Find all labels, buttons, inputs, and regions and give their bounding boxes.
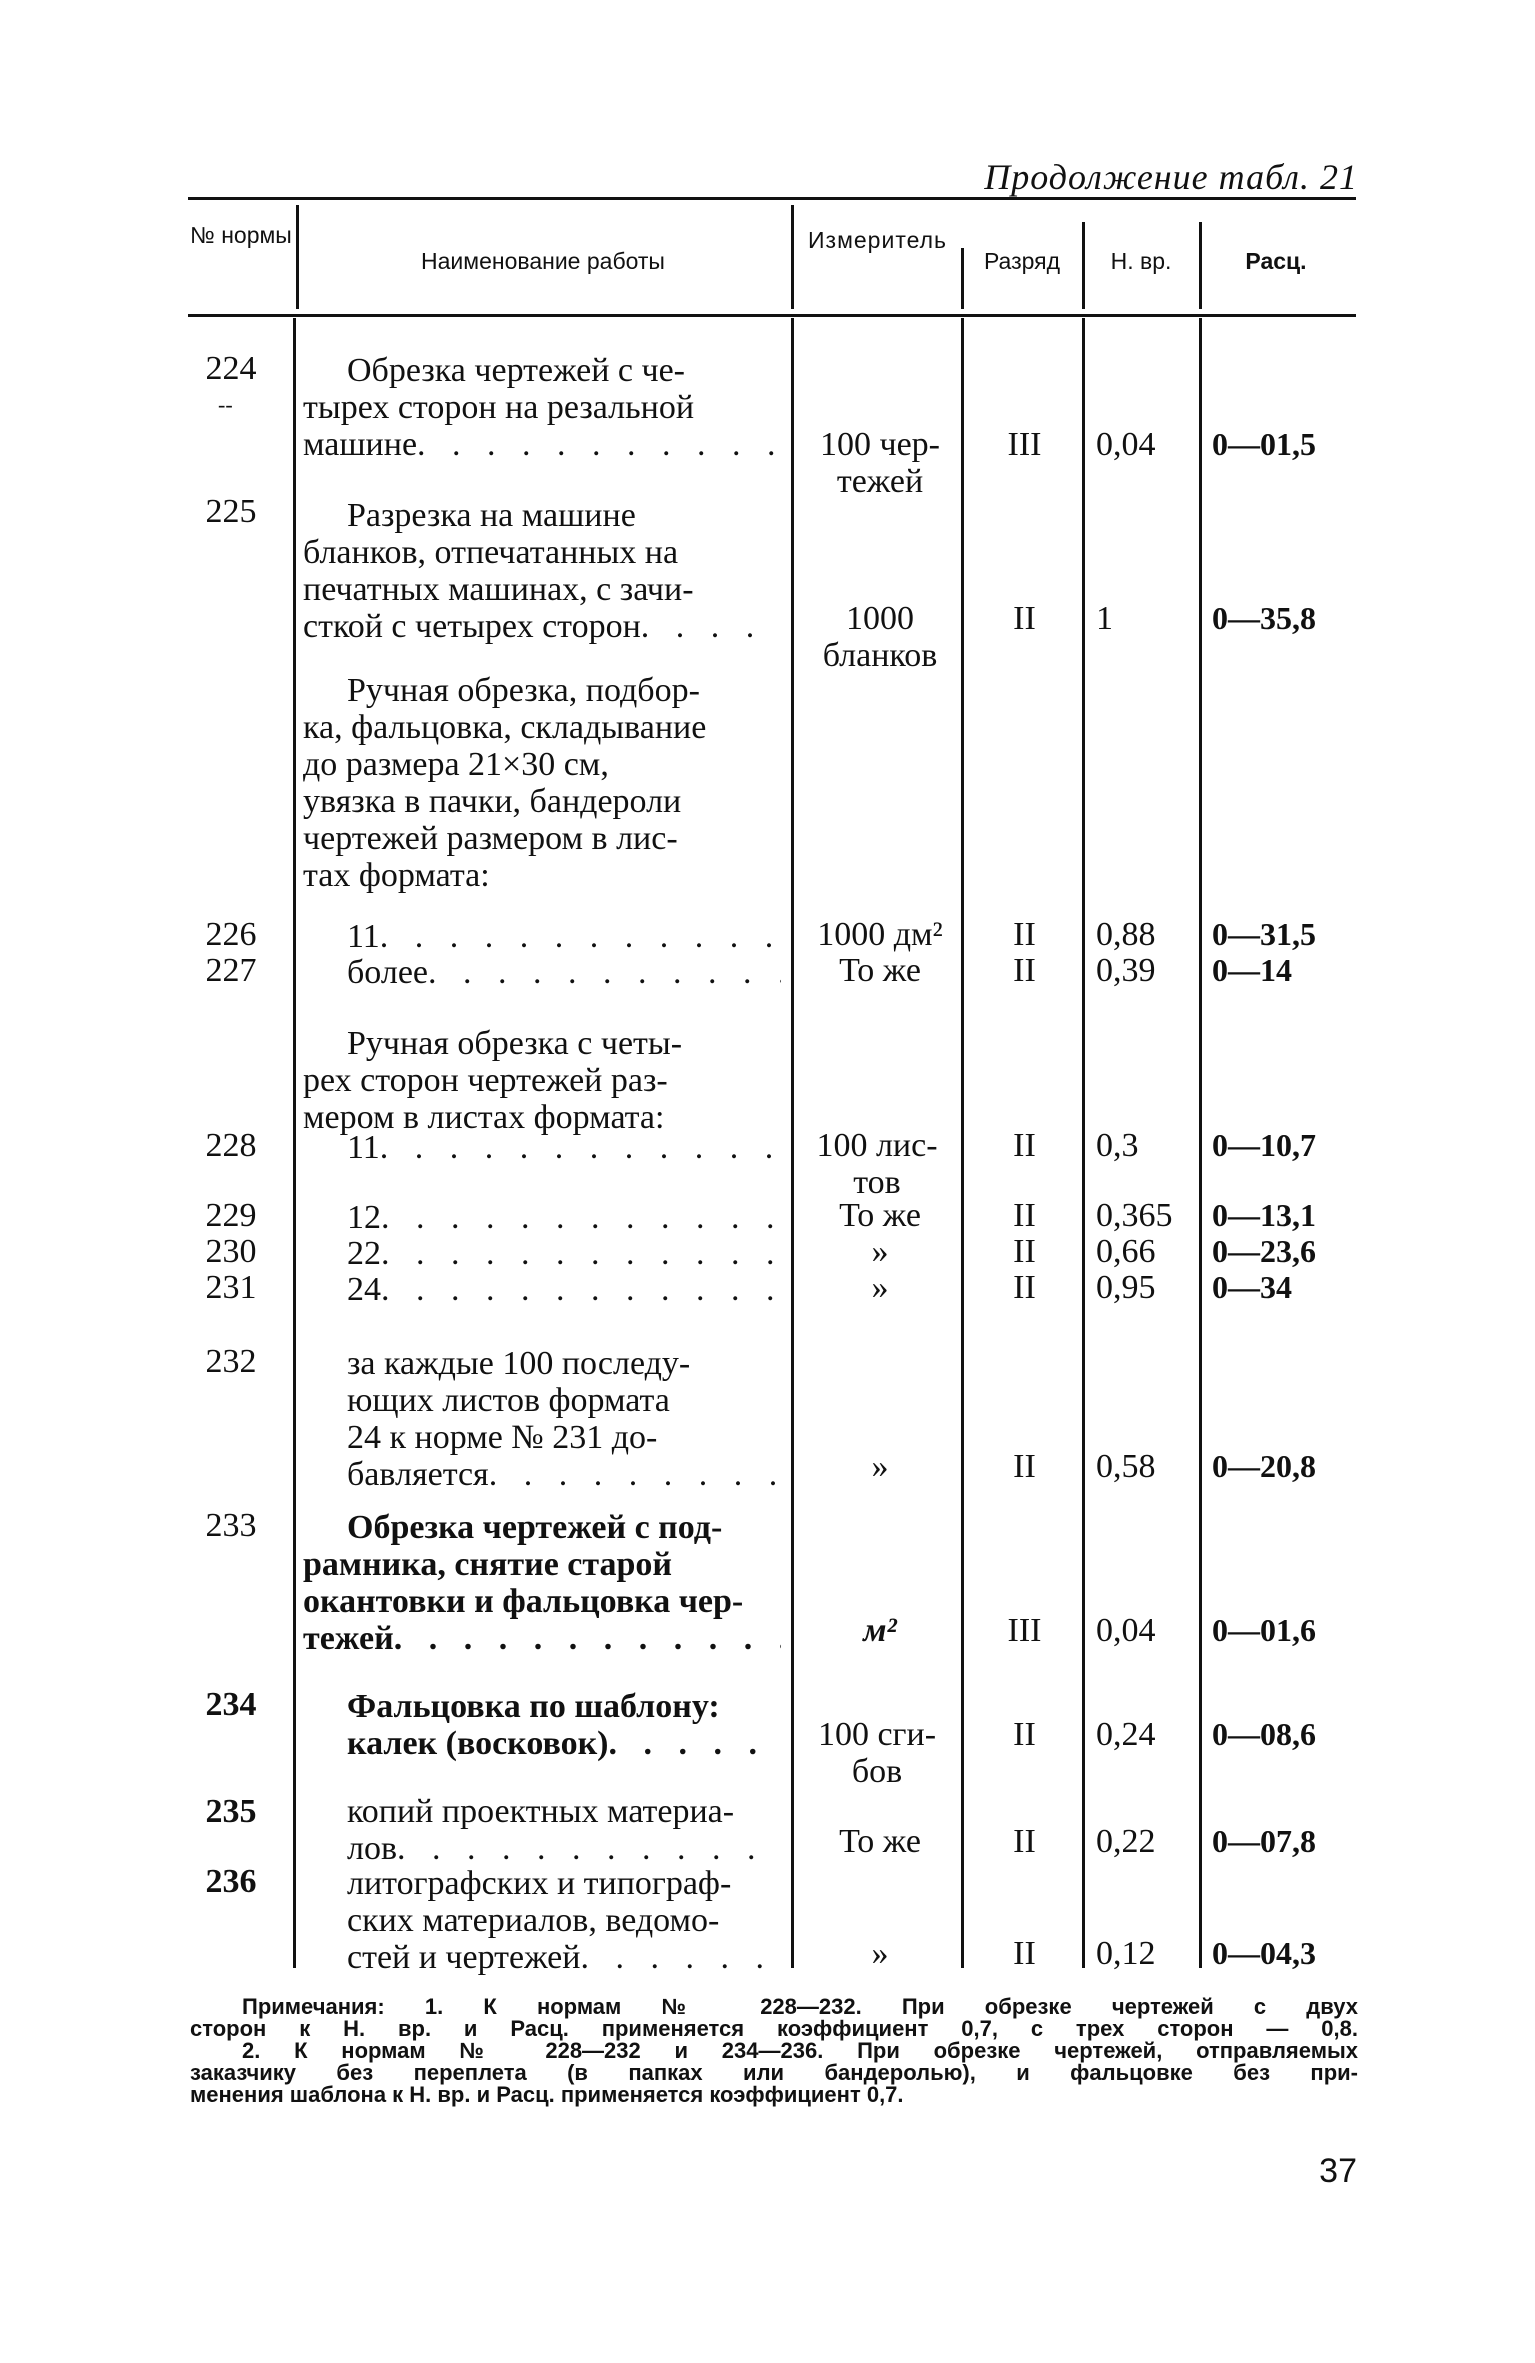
header-time: Н. вр. [1110, 248, 1172, 274]
rank-value: II [1013, 1197, 1036, 1234]
rate-value: 0—13,1 [1212, 1197, 1316, 1233]
rate-value: 0—01,6 [1212, 1612, 1316, 1648]
table-top-rule [188, 197, 1356, 200]
time-value: 1 [1096, 600, 1113, 637]
rate-value: 0—34 [1212, 1269, 1292, 1305]
norm-number: 233 [205, 1507, 257, 1544]
meter-value: То же [839, 1823, 921, 1860]
body-divider [961, 318, 964, 1968]
norm-number: 234 [205, 1686, 257, 1723]
meter-value: 1000 дм² [817, 916, 943, 953]
rank-value: II [1013, 1269, 1036, 1306]
note-line: сторон к Н. вр. и Расц. применяется коэффициент 0,7, с трех сторон — 0,8. [190, 2016, 1358, 2041]
norm-number: 228 [205, 1127, 257, 1164]
time-value: 0,04 [1096, 1612, 1156, 1649]
meter-value: м² [863, 1612, 897, 1649]
time-value: 0,22 [1096, 1823, 1156, 1860]
norm-number: 227 [205, 952, 257, 989]
work-name: 12 . . . [303, 1199, 781, 1236]
rate-value: 0—20,8 [1212, 1448, 1316, 1484]
work-name: копий проектных материа- лов . . . [347, 1793, 781, 1867]
time-value: 0,3 [1096, 1127, 1139, 1164]
header-divider [791, 205, 794, 309]
rank-value: III [1007, 1612, 1042, 1649]
meter-value: » [871, 1269, 889, 1306]
norm-number: 225 [205, 493, 257, 530]
header-rate: Расц. [1245, 248, 1307, 274]
rate-value: 0—14 [1212, 952, 1292, 988]
meter-value: 100 чер-тежей [819, 426, 940, 500]
body-divider [791, 318, 794, 1968]
body-divider [293, 318, 296, 1968]
time-value: 0,04 [1096, 426, 1156, 463]
time-value: 0,24 [1096, 1716, 1156, 1753]
note-line: 2. К нормам № 228—232 и 234—236. При обрезке чертежей, отправляемых [242, 2038, 1358, 2063]
rank-value: II [1013, 1233, 1036, 1270]
norm-number: 235 [205, 1793, 257, 1830]
work-name: более . . . [303, 954, 781, 991]
rate-value: 0—35,8 [1212, 600, 1316, 636]
table-caption: Продолжение табл. 21 [984, 157, 1358, 197]
norm-number: 229 [205, 1197, 257, 1234]
header-name: Наименование работы [421, 248, 665, 274]
rate-value: 0—04,3 [1212, 1935, 1316, 1971]
rate-value: 0—08,6 [1212, 1716, 1316, 1752]
time-value: 0,66 [1096, 1233, 1156, 1270]
header-rank: Разряд [983, 248, 1061, 274]
meter-value: 1000 бланков [822, 600, 938, 674]
norm-number: 226 [205, 916, 257, 953]
rank-value: II [1013, 1716, 1036, 1753]
time-value: 0,365 [1096, 1197, 1173, 1234]
rank-value: II [1013, 1823, 1036, 1860]
work-name: 22 . . . [303, 1235, 781, 1272]
rank-value: II [1013, 600, 1036, 637]
section-intro: Ручная обрезка с четы- рех сторон чертежей раз- мером в листах формата: [303, 1025, 683, 1136]
rate-value: 0—23,6 [1212, 1233, 1316, 1269]
work-name: 11 . . . [303, 1129, 781, 1166]
work-name: Обрезка чертежей с че- тырех сторон на резальной машине . . . [303, 352, 781, 463]
time-value: 0,88 [1096, 916, 1156, 953]
meter-value: То же [839, 1197, 921, 1234]
norm-number: 236 [205, 1863, 257, 1900]
time-value: 0,39 [1096, 952, 1156, 989]
rank-value: II [1013, 1935, 1036, 1972]
table-notes [190, 1996, 1358, 2106]
meter-value: То же [839, 952, 921, 989]
work-name: за каждые 100 последу- ющих листов формата 24 к норме № 231 до- бавляется . . . [347, 1345, 781, 1493]
work-name: Обрезка чертежей с под- рамника, снятие старой окантовки и фальцовка чер- тежей . . . [303, 1509, 781, 1657]
note-line: заказчику без переплета (в папках или бандеролью), и фальцовке без при- [190, 2060, 1358, 2085]
rank-value: II [1013, 1127, 1036, 1164]
work-name: 24 . . . [303, 1271, 781, 1308]
norm-number: 224 [205, 350, 257, 387]
meter-value: » [871, 1448, 889, 1485]
rate-value: 0—01,5 [1212, 426, 1316, 462]
header-bottom-rule [188, 314, 1356, 317]
time-value: 0,58 [1096, 1448, 1156, 1485]
rank-value: II [1013, 952, 1036, 989]
norm-number: 231 [205, 1269, 257, 1306]
page-number: 37 [1319, 2152, 1357, 2190]
time-value: 0,95 [1096, 1269, 1156, 1306]
rank-value: II [1013, 916, 1036, 953]
mark: ‐‐ [218, 392, 233, 417]
note-line: менения шаблона к Н. вр. и Расц. применяется коэффициент 0,7. [190, 2082, 904, 2107]
section-intro: Ручная обрезка, подбор- ка, фальцовка, складывание до размера 21×30 см, увязка в пачки, бандероли чертежей размером в лис- тах формата: [303, 672, 707, 894]
rate-value: 0—10,7 [1212, 1127, 1316, 1163]
meter-value: » [871, 1233, 889, 1270]
norm-number: 230 [205, 1233, 257, 1270]
meter-value: » [871, 1935, 889, 1972]
header-norm: № нормы [190, 222, 292, 248]
time-value: 0,12 [1096, 1935, 1156, 1972]
header-meter: Измеритель [808, 227, 948, 253]
meter-value: 100 сги-бов [817, 1716, 937, 1790]
work-name: Фальцовка по шаблону: калек (восковок) . . . [303, 1688, 781, 1762]
work-name: 11 . . . [303, 918, 781, 955]
meter-value: 100 лис-тов [816, 1127, 938, 1201]
work-name: Разрезка на машине бланков, отпечатанных на печатных машинах, с зачи- сткой с четырех сторон . . . [303, 497, 781, 645]
rank-value: II [1013, 1448, 1036, 1485]
rate-value: 0—07,8 [1212, 1823, 1316, 1859]
note-line: Примечания: 1. К нормам № 228—232. При обрезке чертежей с двух [242, 1994, 1358, 2019]
work-name: литографских и типограф- ских материалов, ведомо- стей и чертежей . . . [347, 1865, 781, 1976]
norm-number: 232 [205, 1343, 257, 1380]
rate-value: 0—31,5 [1212, 916, 1316, 952]
rank-value: III [1007, 426, 1042, 463]
